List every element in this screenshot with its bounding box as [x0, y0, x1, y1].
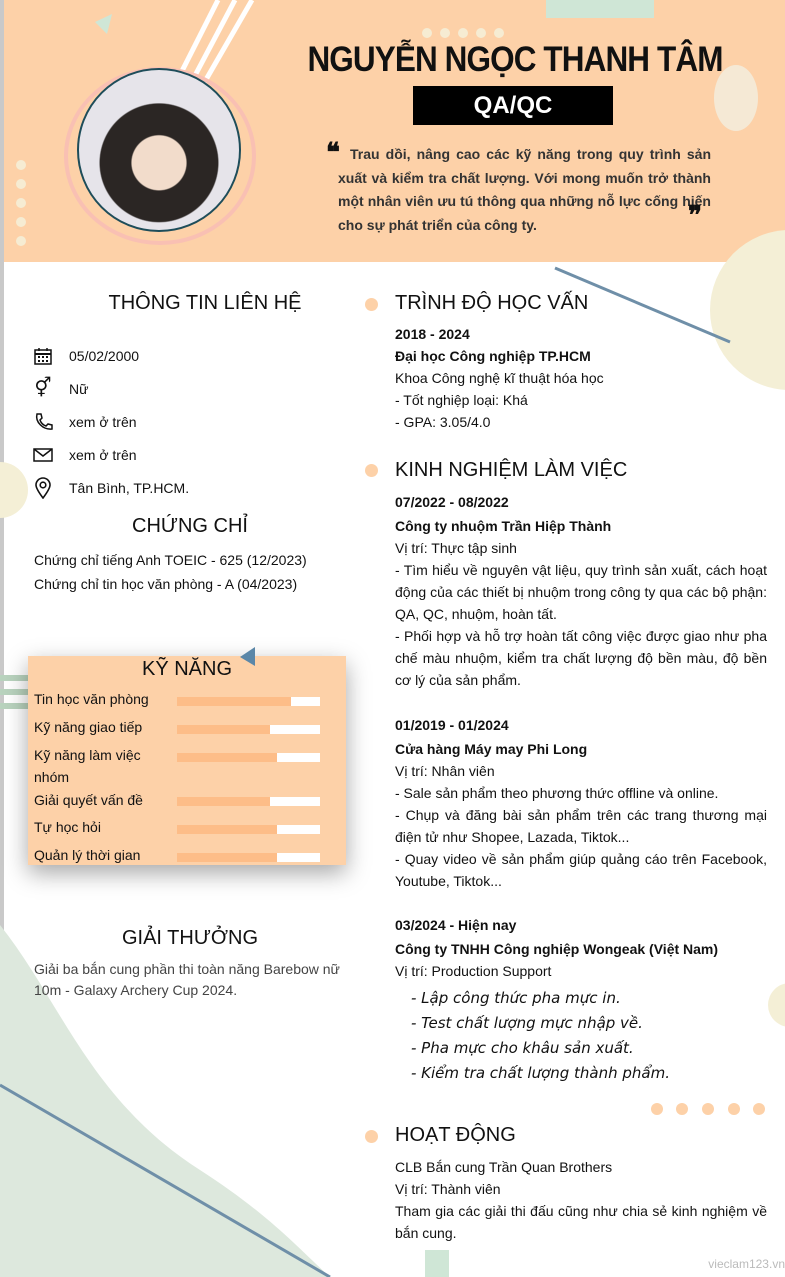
watermark: vieclam123.vn — [708, 1257, 785, 1271]
contact-list — [33, 339, 189, 504]
phone-text: xem ở trên — [69, 413, 137, 430]
job-company: Công ty nhuộm Trần Hiệp Thành — [395, 518, 612, 534]
job-title: QA/QC — [413, 86, 613, 125]
job-detail: - Phối hợp và hỗ trợ hoàn tất công việc được giao như pha chế màu nhuộm, kiểm tra chất lượng độ bền màu, độ bền cơ lý của sản phẩm. — [395, 628, 767, 688]
skills-title: KỸ NĂNG — [141, 658, 233, 680]
job-detail: - Quay video về sản phẩm giúp quảng cáo trên Facebook, Youtube, Tiktok... — [395, 851, 767, 889]
job-position: Vị trí: Production Support — [395, 963, 552, 979]
contact-item-gender — [33, 372, 189, 405]
contact-item-phone — [33, 405, 189, 438]
contact-item-birthday — [33, 339, 189, 372]
skill-bar — [177, 825, 320, 834]
activity-text: Tham gia các giải thi đấu cũng như chia sẻ kinh nghiệm về bắn cung. — [395, 1203, 767, 1241]
triangle-decoration — [240, 647, 256, 667]
education-period: 2018 - 2024 — [395, 326, 470, 342]
skill-label: Kỹ năng giao tiếp — [34, 719, 143, 735]
skill-bar-fill — [177, 825, 277, 834]
job-detail-list — [411, 986, 670, 1086]
job-detail: - Tìm hiểu về nguyên vật liệu, quy trình sản xuất, cách hoạt động của các thiết bị nhuộm trong công ty qua các bộ phận: QA, QC, nhuộm, hoàn tất. — [395, 562, 767, 622]
open-quote-icon: ❝ — [326, 138, 340, 168]
certificate-item: Chứng chỉ tin học văn phòng - A (04/2023) — [34, 576, 298, 592]
profile-photo — [77, 68, 241, 232]
email-icon — [33, 445, 53, 465]
birthday-text: 05/02/2000 — [69, 347, 140, 364]
skill-label: Kỹ năng làm việc nhóm — [34, 747, 141, 785]
education-section — [395, 323, 767, 433]
objective-text: Trau dồi, nâng cao các kỹ năng trong quy trình sản xuất và kiểm tra chất lượng. Với mong muốn trở thành một nhân viên ưu tú thông qua những nỗ lực cống hiến cho sự phát triển của công ty. — [338, 146, 711, 233]
contact-item-email — [33, 438, 189, 471]
skill-bar-fill — [177, 697, 291, 706]
calendar-icon — [33, 346, 53, 366]
activities-title: HOẠT ĐỘNG — [395, 1124, 516, 1146]
section-bullet-icon — [365, 1130, 378, 1143]
job-detail: - Test chất lượng mực nhập về. — [411, 1014, 643, 1032]
job-company: Cửa hàng Máy may Phi Long — [395, 741, 588, 757]
job-detail: - Sale sản phẩm theo phương thức offline và online. — [395, 785, 719, 801]
job-detail: - Pha mực cho khâu sản xuất. — [411, 1039, 634, 1057]
candidate-name: NGUYỄN NGỌC THANH TÂM — [307, 40, 723, 79]
job-period: 03/2024 - Hiện nay — [395, 917, 517, 933]
education-faculty: Khoa Công nghệ kĩ thuật hóa học — [395, 370, 604, 386]
education-school: Đại học Công nghiệp TP.HCM — [395, 348, 591, 364]
job-period: 07/2022 - 08/2022 — [395, 494, 509, 510]
email-text: xem ở trên — [69, 446, 137, 463]
skill-bar — [177, 725, 320, 734]
triangle-decoration — [95, 14, 112, 34]
mint-rect-decoration — [546, 0, 654, 18]
job-entry — [395, 714, 767, 892]
section-bullet-icon — [365, 298, 378, 311]
activities-section — [395, 1156, 767, 1244]
career-objective — [338, 143, 711, 237]
job-detail: - Kiểm tra chất lượng thành phẩm. — [411, 1064, 671, 1082]
skill-bar-fill — [177, 797, 270, 806]
education-gpa: - GPA: 3.05/4.0 — [395, 414, 491, 430]
contact-title: THÔNG TIN LIÊN HỆ — [108, 292, 302, 314]
activity-org: CLB Bắn cung Trần Quan Brothers — [395, 1159, 613, 1175]
gender-text: Nữ — [69, 380, 89, 397]
certificates-title: CHỨNG CHỈ — [132, 515, 248, 537]
close-quote-icon: ❞ — [688, 201, 702, 231]
dot-row-decoration-2 — [651, 1103, 765, 1115]
skill-label: Tự học hỏi — [34, 819, 101, 835]
experience-title: KINH NGHIỆM LÀM VIỆC — [395, 459, 628, 481]
skill-label: Tin học văn phòng — [34, 691, 149, 707]
skill-bar-fill — [177, 753, 277, 762]
job-entry — [395, 491, 767, 691]
job-detail: - Chụp và đăng bài sản phẩm trên các trang thương mại điện tử như Shopee, Lazada, Tiktok... — [395, 807, 767, 845]
skill-bar-fill — [177, 725, 270, 734]
phone-icon — [33, 412, 53, 432]
job-position: Vị trí: Thực tập sinh — [395, 540, 517, 556]
education-title: TRÌNH ĐỘ HỌC VẤN — [395, 292, 589, 314]
skill-bar — [177, 753, 320, 762]
skill-bar — [177, 853, 320, 862]
job-company: Công ty TNHH Công nghiệp Wongeak (Việt Nam) — [395, 941, 719, 957]
awards-title: GIẢI THƯỞNG — [121, 927, 259, 949]
gender-icon: ⚥ — [34, 378, 52, 399]
job-position: Vị trí: Nhân viên — [395, 763, 495, 779]
skill-bar-fill — [177, 853, 277, 862]
address-text: Tân Bình, TP.HCM. — [69, 479, 190, 496]
skill-label: Quản lý thời gian — [34, 847, 141, 863]
skill-label: Giải quyết vấn đề — [34, 792, 143, 808]
job-detail: - Lập công thức pha mực in. — [411, 989, 621, 1007]
certificate-item: Chứng chỉ tiếng Anh TOEIC - 625 (12/2023) — [34, 552, 307, 568]
job-entry — [395, 914, 767, 982]
awards-text: Giải ba bắn cung phần thi toàn năng Barebow nữ 10m - Galaxy Archery Cup 2024. — [34, 961, 340, 998]
section-bullet-icon — [365, 464, 378, 477]
activity-position: Vị trí: Thành viên — [395, 1181, 501, 1197]
skill-bar — [177, 697, 320, 706]
job-period: 01/2019 - 01/2024 — [395, 717, 509, 733]
education-grade: - Tốt nghiệp loại: Khá — [395, 392, 528, 408]
location-icon — [33, 478, 53, 498]
skill-bar — [177, 797, 320, 806]
certificates-list — [34, 548, 307, 596]
contact-item-address — [33, 471, 189, 504]
skills-panel — [28, 656, 346, 865]
